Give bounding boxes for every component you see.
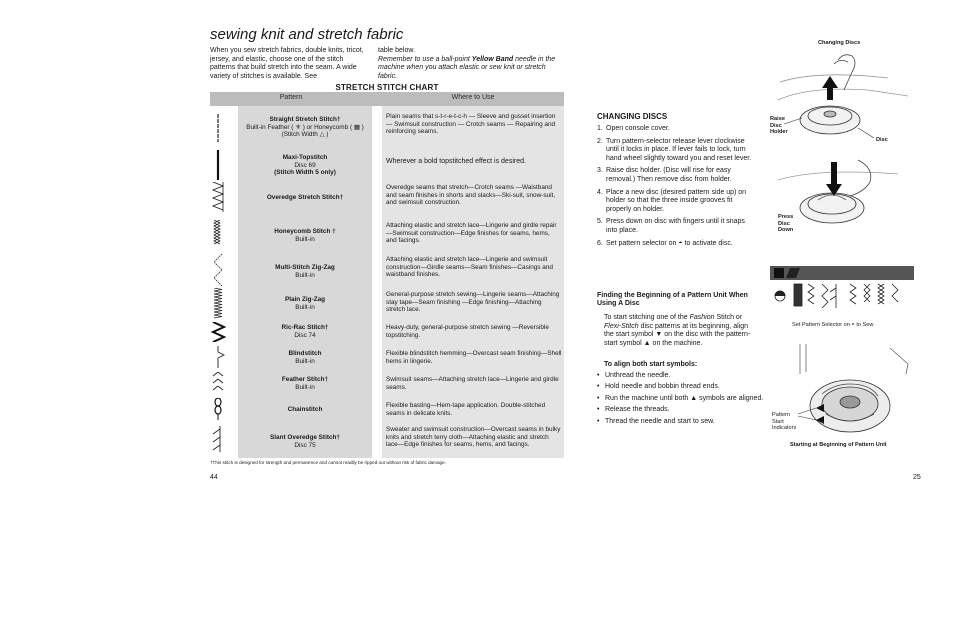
uses-cell: Attaching elastic and stretch lace—Lingerie and girdle repair—Swimsuit construction—Edge finishes for seams, hems, and facings. — [386, 222, 557, 245]
feather-stitch-icon — [210, 372, 234, 394]
label-text: Indicators — [772, 425, 797, 432]
step-number: 5. — [597, 218, 603, 226]
pattern-name: Overedge Stretch Stitch† — [266, 194, 344, 201]
list-item: • Thread the needle and start to sew. — [597, 418, 767, 426]
needle-band-label: Yellow Band — [471, 55, 514, 63]
step-number: 2. — [597, 137, 603, 145]
step-text: Open console cover. — [606, 125, 670, 132]
list-item: • Run the machine until both ▲ symbols are aligned. — [597, 395, 767, 403]
step-number: 3. — [597, 167, 603, 175]
uses-cell: Flexible blindstitch hemming—Overcast seam finishing—Shell hems in lingerie. — [386, 350, 562, 365]
changing-discs-steps — [597, 125, 757, 252]
uses-cell: Swimsuit seams—Attaching stretch lace—Lingerie and girdle seams. — [386, 376, 559, 391]
step-number: 1. — [597, 125, 603, 132]
pattern-cell — [238, 350, 372, 365]
overedge-stretch-stitch-icon — [210, 182, 234, 212]
maxi-topstitch-icon — [210, 150, 234, 180]
uses-cell: Plain seams that s-t-r-e-t-c-h — Sleeve and gusset insertion — Swimsuit construction — Crotch seams — Repairing and reinforcing seams. — [386, 113, 556, 136]
changing-discs-illustration — [778, 50, 910, 246]
figure-title-changing-discs — [818, 40, 860, 47]
pattern-cell — [238, 376, 372, 391]
pattern-detail-2: (Stitch Width △ ) — [281, 131, 329, 139]
figure-title-text: Changing Discs — [818, 40, 861, 46]
list-item — [597, 240, 757, 249]
honeycomb-stitch-icon — [210, 220, 234, 246]
header-pattern: Pattern — [279, 94, 303, 101]
list-item — [597, 138, 757, 164]
pattern-cell — [238, 296, 372, 311]
uses-cell: Wherever a bold topstitched effect is desired. — [386, 158, 526, 165]
label-raise-disc-holder — [770, 116, 788, 136]
uses-cell: Sweater and swimsuit construction—Overcast seams in bulky knits and stretch terry cloth—Attaching elastic and stretch lace—Edge finishes for seams, hems, and facings. — [386, 426, 561, 449]
intro-paragraph-right — [378, 47, 563, 81]
chainstitch-icon — [210, 398, 234, 420]
text-run: disc patterns at its beginning, align the start symbol ▼ on the disc with the pattern-start symbol ▲ on the machine. — [604, 322, 751, 347]
multi-stitch-zigzag-icon — [210, 254, 234, 286]
pattern-name: Maxi-Topstitch — [282, 154, 328, 161]
footnote: †This stitch is designed for strength and permanence and cannot readily be ripped out without risk of fabric damage. — [210, 460, 446, 465]
chart-title: STRETCH STITCH CHART — [335, 83, 439, 92]
list-item — [597, 218, 757, 235]
straight-stretch-stitch-icon — [210, 114, 234, 142]
uses-cell: Attaching elastic and stretch lace—Lingerie and swimsuit construction—Girdle seams—Seam finishes—Casings and waistband finishes. — [386, 256, 553, 279]
page-number-left: 44 — [210, 474, 218, 481]
text-run-italic: Flexi-Stitch — [604, 322, 639, 330]
uses-cell: Overedge seams that stretch—Crotch seams —Waistband and seam finishes in shorts and slacks—Ski-suit, snow-suit, and swimsuit construction. — [386, 184, 556, 207]
step-text: Set pattern selector on ◓ to activate disc. — [606, 239, 733, 247]
step-text: Press down on disc with fingers until it snaps into place. — [606, 218, 745, 234]
text-run: Stitch or — [716, 314, 743, 321]
pattern-detail: Built-in — [295, 303, 315, 311]
page-number-right: 25 — [913, 474, 921, 481]
uses-cell: General-purpose stretch sewing—Lingerie seams—Attaching stay tape—Seam finishing —Edge finishing—Attaching stretch lace. — [386, 291, 560, 314]
step-text: Place a new disc (desired pattern side up) on holder so that the three inside grooves fit properly on holder. — [606, 188, 747, 213]
label-text: Start — [772, 418, 784, 425]
header-uses: Where to Use — [451, 94, 495, 101]
list-item: • Hold needle and bobbin thread ends. — [597, 383, 767, 391]
step-text: Raise disc holder. (Disc will rise for easy removal.) Then remove disc from holder. — [606, 167, 732, 183]
pattern-cell — [238, 154, 372, 177]
heading-align-symbols: To align both start symbols: — [604, 361, 698, 368]
step-number: 6. — [597, 239, 603, 247]
pattern-cell — [238, 228, 372, 243]
label-text: Holder — [770, 129, 788, 136]
pattern-detail: Built-in — [295, 383, 315, 391]
intro-note-cont: needle in the machine when you attach elastic or sew knit or stretch fabric. — [378, 55, 556, 80]
pattern-cell — [238, 194, 372, 202]
blindstitch-icon — [210, 346, 234, 368]
uses-cell: Flexible basting—Hem-tape application. Double-stitched seams in delicate knits. — [386, 402, 546, 417]
label-text: Press — [778, 214, 794, 220]
pattern-name: Honeycomb Stitch † — [274, 228, 336, 235]
pattern-name: Multi-Stitch Zig-Zag — [275, 264, 335, 271]
pattern-name: Slant Overedge Stitch† — [270, 434, 340, 441]
intro-paragraph-left: When you sew stretch fabrics, double knits, tricot, jersey, and elastic, choose one of the stitch patterns that build stretch into the seam. A wide variety of stitches is available. See — [210, 47, 364, 80]
pattern-detail: Built-in — [295, 235, 315, 243]
label-text: Raise — [770, 116, 785, 122]
intro-text: table below. — [378, 47, 415, 54]
pattern-detail: Disc 75 — [294, 441, 316, 449]
caption-text: Starting at Beginning of Pattern Unit — [790, 442, 887, 448]
pattern-detail: Disc 69 — [294, 161, 316, 169]
heading-changing-discs: CHANGING DISCS — [597, 112, 668, 121]
uses-cell: Heavy-duty, general-purpose stretch sewing —Reversible topstitching. — [386, 324, 549, 339]
pattern-detail: Built-in — [295, 271, 315, 279]
list-item — [597, 125, 757, 134]
ric-rac-stitch-icon — [210, 322, 234, 342]
pattern-cell — [238, 324, 372, 339]
pattern-detail: Disc 74 — [294, 331, 316, 339]
label-disc — [876, 137, 888, 144]
label-text: Disc — [770, 122, 782, 129]
intro-note: Remember to use a ball-point — [378, 55, 470, 63]
list-item: • Release the threads. — [597, 406, 767, 414]
list-item — [597, 167, 757, 184]
pattern-cell — [238, 264, 372, 279]
page-title: sewing knit and stretch fabric — [210, 26, 404, 43]
caption-set-pattern-selector: Set Pattern Selector on ◓ to Sew — [792, 322, 874, 328]
pattern-name: Ric-Rac Stitch† — [281, 324, 329, 331]
step-text: Turn pattern-selector release lever clockwise until it locks in place. If lever fails to lock, turn hand wheel slightly toward you and reset lever. — [606, 137, 752, 162]
list-item — [597, 189, 757, 215]
plain-zigzag-icon — [210, 288, 234, 320]
pattern-name: Straight Stretch Stitch† — [269, 116, 341, 123]
table-header — [210, 92, 564, 106]
label-pattern-start-indicators — [772, 412, 796, 432]
pattern-cell — [238, 434, 372, 449]
text-run-italic: Fashion — [689, 314, 715, 321]
pattern-name: Plain Zig-Zag — [284, 296, 326, 303]
caption-starting-beginning — [790, 442, 887, 449]
label-press-disc-down — [778, 214, 793, 234]
label-text: Disc — [876, 137, 888, 143]
pattern-cell — [238, 116, 372, 139]
pattern-detail: Built-in — [295, 357, 315, 365]
pattern-name: Blindstitch — [288, 350, 322, 357]
text-run: To start stitching one of the — [604, 314, 688, 321]
heading-finding-beginning: Finding the Beginning of a Pattern Unit When Using A Disc — [597, 292, 748, 308]
pattern-cell — [238, 406, 372, 414]
finding-paragraph — [604, 314, 754, 348]
label-text: Pattern — [772, 412, 791, 418]
slant-overedge-stitch-icon — [210, 426, 234, 452]
pattern-name: Feather Stitch† — [281, 376, 329, 383]
label-text: Down — [778, 227, 794, 234]
list-item: • Unthread the needle. — [597, 372, 767, 380]
pattern-detail-2: (Stitch Width 5 only) — [274, 169, 336, 177]
stretch-stitch-table — [210, 92, 564, 458]
pattern-detail: Built-in Feather ( ⚜ ) or Honeycomb ( ▦ ) — [246, 123, 364, 131]
label-text: Disc — [778, 220, 790, 227]
pattern-name: Chainstitch — [287, 406, 323, 413]
pattern-selector-illustration — [770, 266, 914, 312]
align-bullets — [597, 372, 767, 429]
step-number: 4. — [597, 188, 603, 196]
